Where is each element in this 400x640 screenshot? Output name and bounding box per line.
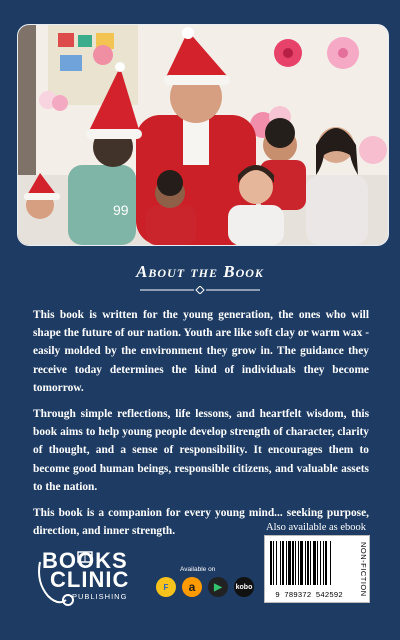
kobo-icon[interactable]: kobo <box>234 577 254 597</box>
publisher-logo <box>34 548 154 614</box>
svg-text:99: 99 <box>113 202 129 218</box>
book-description <box>33 306 369 548</box>
about-heading: About the Book <box>136 262 264 281</box>
cover-photo <box>17 24 389 246</box>
genre-label: NON-FICTION <box>359 541 368 597</box>
store-icons <box>156 577 254 597</box>
isbn-number: 9 789372 542592 <box>275 592 343 600</box>
heading-divider <box>140 286 260 294</box>
publisher-name-line1: BOOKS <box>42 548 128 573</box>
ebook-availability-note: Also available as ebook <box>266 522 367 533</box>
description-paragraph: Through simple reflections, life lessons, and heartfelt wisdom, this book aims to help young people develop strength of character, clarity of thought, and a sense of responsibility. It encourages them to become good human beings, responsible citizens, and valuable assets to the nation. <box>33 408 369 493</box>
description-paragraph: This book is written for the young generation, the ones who will shape the future of our nation. Youth are like soft clay or warm wax - easily molded by the environment they grow in. The guidance they receive today determines the kind of individuals they become tomorrow. <box>33 309 369 394</box>
isbn-barcode <box>264 535 370 603</box>
flipkart-icon[interactable]: F <box>156 577 176 597</box>
publisher-name-line2: CLINIC <box>50 567 130 592</box>
amazon-icon[interactable]: a <box>182 577 202 597</box>
publisher-name-line3: PUBLISHING <box>72 592 128 601</box>
available-on-label: Available on <box>180 566 216 573</box>
google-play-icon[interactable]: ▶ <box>208 577 228 597</box>
description-paragraph: This book is a companion for every young mind... seeking purpose, direction, and inner strength. <box>33 507 369 538</box>
